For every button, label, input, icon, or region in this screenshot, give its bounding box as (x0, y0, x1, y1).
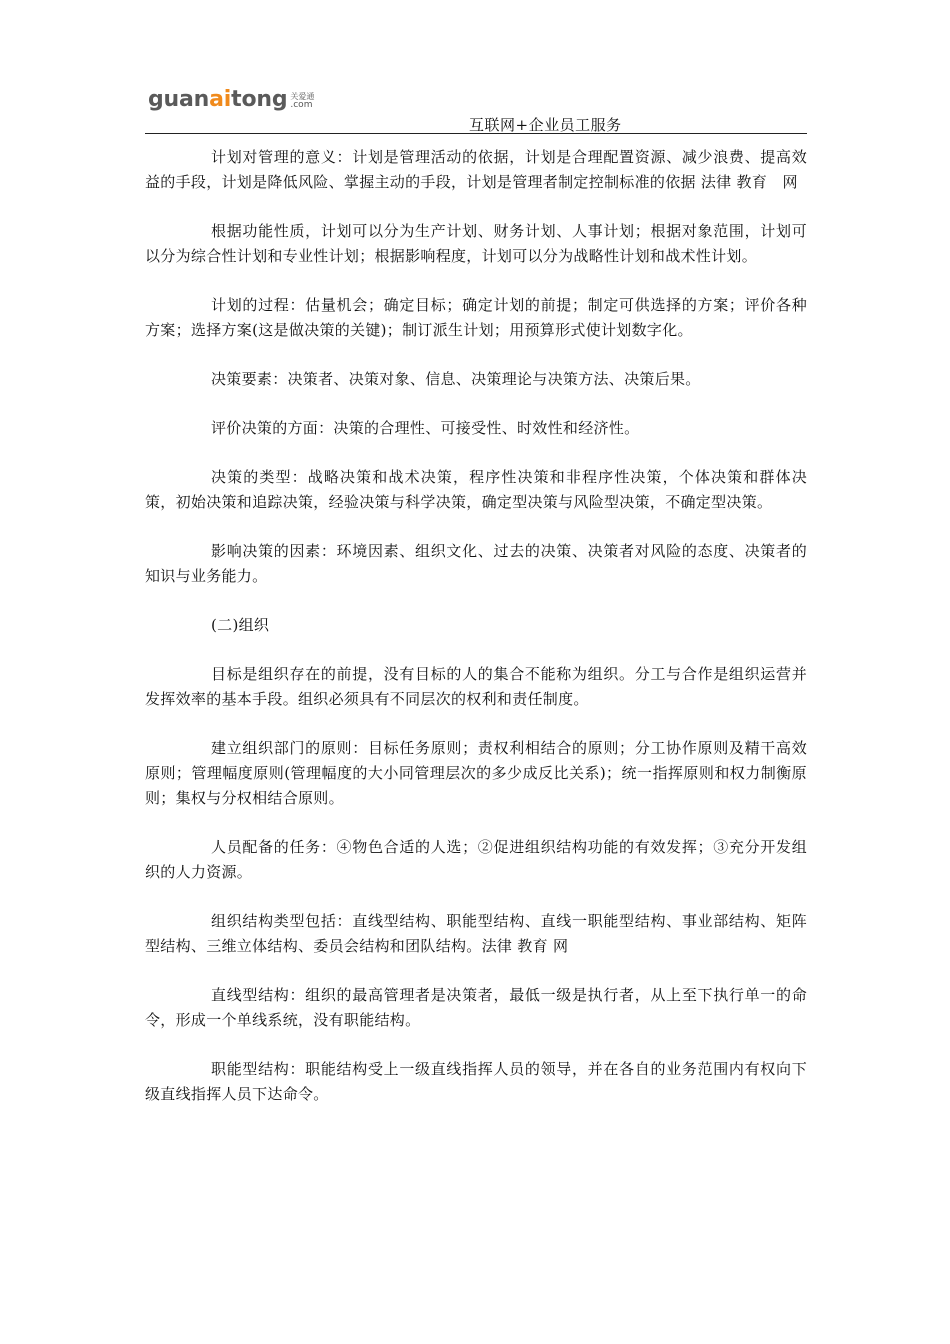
paragraph: 根据功能性质，计划可以分为生产计划、财务计划、人事计划；根据对象范围，计划可以分为综合性计划和专业性计划；根据影响程度，计划可以分为战略性计划和战术性计划。 (145, 222, 807, 265)
paragraph: 决策要素：决策者、决策对象、信息、决策理论与决策方法、决策后果。 (211, 370, 701, 388)
paragraph: 建立组织部门的原则：目标任务原则；责权利相结合的原则；分工协作原则及精干高效原则；管理幅度原则(管理幅度的大小同管理层次的多少成反比关系)；统一指挥原则和权力制衡原则；集权与分权相结合原则。 (145, 739, 807, 807)
header-slogan: 互联网+企业员工服务 (469, 116, 622, 134)
paragraph: 影响决策的因素：环境因素、组织文化、过去的决策、决策者对风险的态度、决策者的知识与业务能力。 (145, 542, 807, 585)
header-divider (145, 133, 807, 134)
paragraph: 计划对管理的意义：计划是管理活动的依据，计划是合理配置资源、减少浪费、提高效益的手段，计划是降低风险、掌握主动的手段，计划是管理者制定控制标准的依据 法律 教育 网 (145, 148, 807, 191)
logo-word-before: guan (148, 87, 210, 112)
paragraph: 决策的类型：战略决策和战术决策，程序性决策和非程序性决策，个体决策和群体决策，初始决策和追踪决策，经验决策与科学决策，确定型决策与风险型决策，不确定型决策。 (145, 468, 807, 511)
logo-wordmark (148, 88, 287, 112)
paragraph: 人员配备的任务：④物色合适的人选；②促进组织结构功能的有效发挥；③充分开发组织的人力资源。 (145, 838, 807, 881)
paragraph: 计划的过程：估量机会；确定目标；确定计划的前提；制定可供选择的方案；评价各种方案；选择方案(这是做决策的关键)；制订派生计划；用预算形式使计划数字化。 (145, 296, 807, 339)
logo-subtext (290, 92, 314, 110)
paragraph: 职能型结构：职能结构受上一级直线指挥人员的领导，并在各自的业务范围内有权向下级直线指挥人员下达命令。 (145, 1060, 807, 1103)
paragraph: 组织结构类型包括：直线型结构、职能型结构、直线一职能型结构、事业部结构、矩阵型结构、三维立体结构、委员会结构和团队结构。法律 教育 网 (145, 912, 807, 955)
logo-word-accent: ai (209, 87, 232, 112)
brand-logo[interactable] (148, 84, 314, 112)
paragraph: 直线型结构：组织的最高管理者是决策者，最低一级是执行者，从上至下执行单一的命令，形成一个单线系统，没有职能结构。 (145, 986, 807, 1029)
section-heading: (二)组织 (211, 616, 270, 634)
paragraph: 评价决策的方面：决策的合理性、可接受性、时效性和经济性。 (211, 419, 640, 437)
logo-cn-text: 关爱通 (290, 92, 315, 101)
document-body (145, 145, 807, 1131)
logo-word-after: tong (231, 87, 288, 112)
logo-domain-text: .com (290, 100, 313, 110)
page-header (145, 80, 807, 134)
paragraph: 目标是组织存在的前提，没有目标的人的集合不能称为组织。分工与合作是组织运营并发挥效率的基本手段。组织必须具有不同层次的权利和责任制度。 (145, 665, 807, 708)
